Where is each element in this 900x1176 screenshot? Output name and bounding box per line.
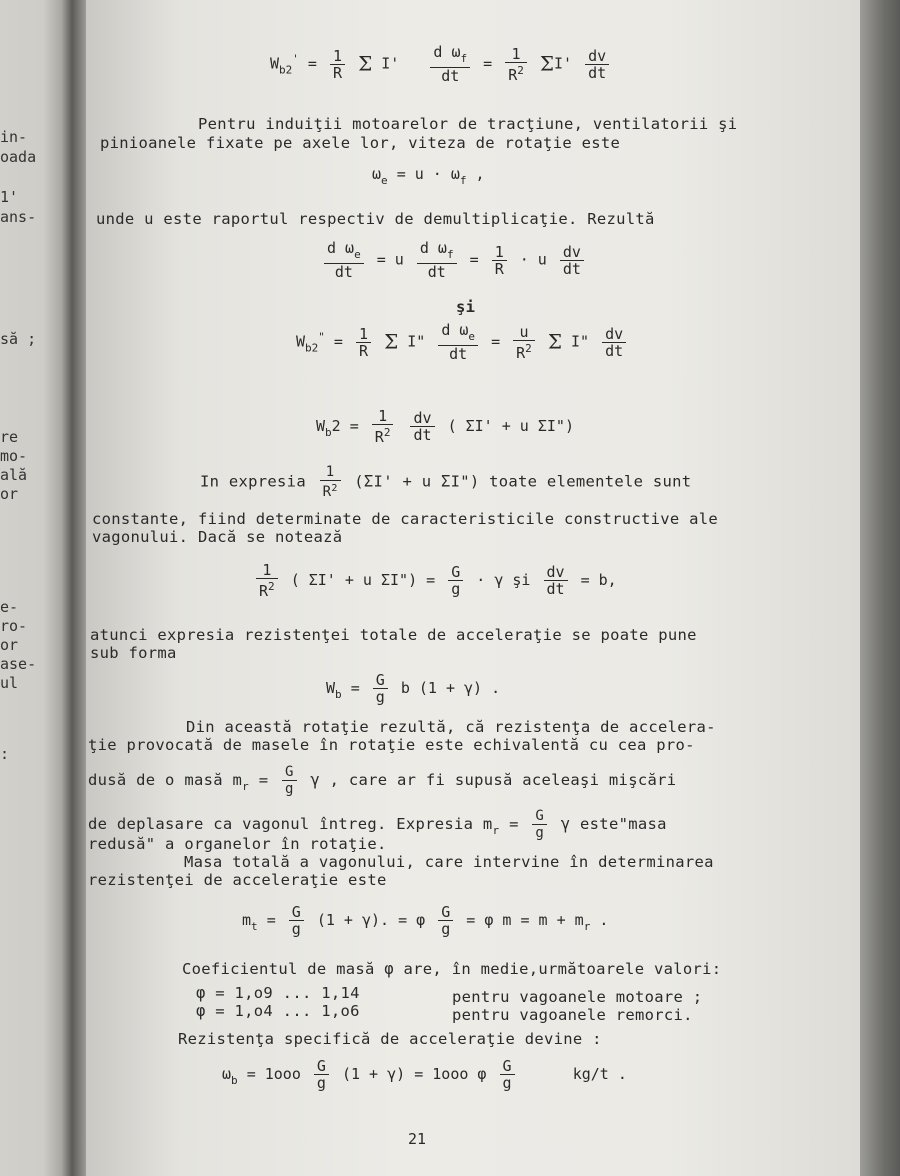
paragraph-line: unde u este raportul respectiv de demultiplicaţie. Rezultă <box>96 210 655 228</box>
paragraph-line: vagonului. Dacă se notează <box>92 528 343 546</box>
paragraph-line: redusă" a organelor în rotaţie. <box>88 835 387 853</box>
left-fragment: să ; <box>0 330 37 348</box>
paragraph-line-with-fraction: dusă de o masă $m_r$ = $\frac{G}{g}$ γ , care ar fi supusă aceleaşi mişcări <box>88 764 677 797</box>
paragraph-line: sub forma <box>90 644 177 662</box>
paragraph-line: Coeficientul de masă φ are, în medie,următoarele valori: <box>182 960 722 978</box>
paragraph-line: atunci expresia rezistenţei totale de acceleraţie se poate pune <box>90 626 697 644</box>
conjunction-si: şi <box>456 298 476 316</box>
equation-wb2-double-prime: $W_{b2}^"$ = $\frac{1}{R}$ Σ I" $\frac{d \omega_e}{dt}$ = $\frac{u}{R^2}$ Σ I" $\frac{dv}{dt}$ <box>296 322 630 362</box>
paragraph-line: constante, fiind determinate de caracteristicile constructive ale <box>92 510 719 528</box>
paragraph-line-with-fraction: In expresia $\frac{1}{R^2}$ (ΣI' + u ΣI") toate elementele sunt <box>200 464 692 500</box>
left-fragment: ală <box>0 466 28 484</box>
equation-notation: $\frac{1}{R^2}$ ( ΣI' + u ΣI") = $\frac{G}{g}$ · γ şi $\frac{dv}{dt}$ = b, <box>252 562 617 599</box>
left-fragment: mo- <box>0 447 28 465</box>
paragraph-line: rezistenţei de acceleraţie este <box>88 871 387 889</box>
left-fragment: ul <box>0 674 19 692</box>
equation-wb2-prime: $W_{b2}'$ = $\frac{1}{R}$ Σ I' $\frac{d \omega_f}{dt}$ = $\frac{1}{R^2}$ ΣI' $\frac{dv}{dt}$ <box>270 44 613 84</box>
right-page-edge <box>860 0 900 1176</box>
value-range: φ = 1,o9 ... 1,14 <box>196 984 360 1002</box>
equation-wb2-total: $W_b2$ = $\frac{1}{R^2}$ $\frac{dv}{dt}$ ( ΣI' + u ΣI") <box>316 407 574 446</box>
paragraph-line: pinioanele fixate pe axele lor, viteza de rotaţie este <box>100 134 621 152</box>
value-range: φ = 1,o4 ... 1,o6 <box>196 1002 360 1020</box>
left-fragment: ans- <box>0 208 37 226</box>
paragraph-line-with-fraction: de deplasare ca vagonul întreg. Expresia $m_r$ = $\frac{G}{g}$ γ este"masa <box>88 808 667 841</box>
paragraph-line: Pentru induiţii motoarelor de tracţiune, ventilatorii şi <box>198 115 738 133</box>
left-fragment: re <box>0 428 19 446</box>
left-fragment: ase- <box>0 655 37 673</box>
value-description: pentru vagoanele remorci. <box>452 1006 693 1024</box>
equation-wb: $W_b$ = $\frac{G}{g}$ b (1 + γ) . <box>326 671 501 706</box>
book-spine <box>72 0 86 1176</box>
equation-omega-e: $\omega_e = u \cdot \omega_f$ , <box>372 165 485 187</box>
paragraph-line: Rezistenţa specifică de acceleraţie devine : <box>178 1030 602 1048</box>
left-fragment: oada <box>0 148 37 166</box>
paragraph-line: Masa totală a vagonului, care intervine în determinarea <box>184 853 714 871</box>
value-description: pentru vagoanele motoare ; <box>452 988 703 1006</box>
page-number: 21 <box>408 1130 427 1148</box>
document-page <box>86 0 860 1176</box>
left-fragment: ro- <box>0 617 28 635</box>
left-fragment: e- <box>0 598 19 616</box>
left-fragment: or <box>0 485 19 503</box>
paragraph-line: ţie provocată de masele în rotaţie este echivalentă cu cea pro- <box>88 736 695 754</box>
left-fragment: : <box>0 745 10 763</box>
left-fragment: 1' <box>0 188 19 206</box>
left-page-edge <box>0 0 72 1176</box>
equation-domega-e: $\frac{d \omega_e}{dt}$ = u $\frac{d \omega_f}{dt}$ = $\frac{1}{R}$ · u $\frac{dv}{dt}$ <box>320 240 588 280</box>
equation-total-mass: $m_t$ = $\frac{G}{g}$ (1 + γ). = φ $\frac{G}{g}$ = φ $m = m + m_r$ . <box>242 903 609 938</box>
equation-specific-resistance: $\omega_b = 1ooo$ $\frac{G}{g}$ (1 + γ) = 1ooo φ $\frac{G}{g}$ kg/t . <box>222 1057 627 1092</box>
left-fragment: or <box>0 636 19 654</box>
paragraph-line: Din această rotaţie rezultă, că rezistenţa de accelera- <box>186 718 716 736</box>
left-fragment: in- <box>0 128 28 146</box>
